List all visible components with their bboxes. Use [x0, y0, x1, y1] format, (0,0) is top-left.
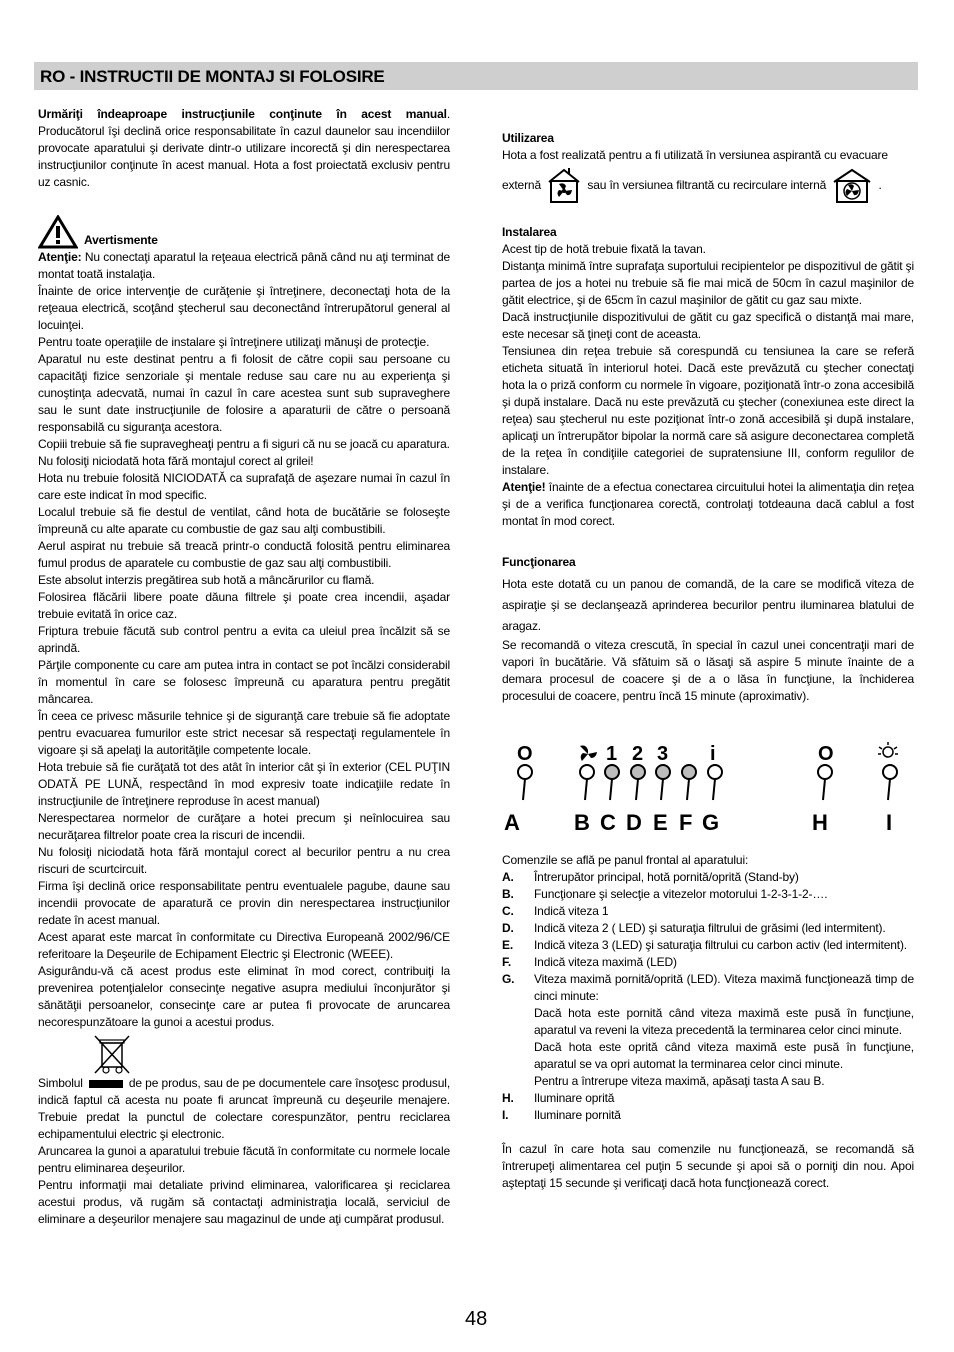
- command-key: C.: [502, 904, 514, 918]
- functionarea-p1: Hota este dotată cu un panou de comandă, de la care se modifică viteza de aspiraţie şi se declanşează aprinderea becurilor pentru iluminarea blatului de aragaz.: [502, 577, 914, 633]
- warning-paragraph: Este absolut interzis pregătirea sub hotă a mâncărurilor cu flamă.: [38, 573, 375, 587]
- button-g: [708, 765, 722, 800]
- symbol-speed-1: 1: [606, 743, 618, 765]
- warning-paragraph: Hota trebuie să fie curăţată tot des atât în interior cât şi în exterior (CEL PUŢIN ODATĂ PE LUNĂ, respectând în mod expresiv toate indicaţiile redate în instrucţiunile de întreţinere reproduse în acest manual): [38, 760, 450, 808]
- warning-paragraph: Asigurându-vă că acest produs este eliminat în mod corect, contribuiţi la prevenirea potenţialelor consecinţe negative asupra mediului înconjurător şi sănătăţii persoanelor, consecinţe care ar putea fi provocate de aruncarea necorespunzătoare la gunoi a acestui produs.: [38, 964, 450, 1029]
- warnings-title: Avertismente: [84, 233, 158, 247]
- command-key: [502, 1039, 534, 1073]
- commands-section: [502, 852, 914, 1192]
- warning-paragraph: Nu folosiţi niciodată hota fără montajul corect al becurilor pentru a nu crea riscuri de scurtcircuit.: [38, 845, 450, 876]
- command-key: H.: [502, 1091, 514, 1105]
- button-a: [518, 765, 532, 800]
- commands-footer: În cazul în care hota sau comenzile nu funcţionează, se recomandă să întrerupeţi alimentarea cel puţin 5 secunde şi apoi să o porniţi din nou. Apoi aşteptaţi 15 secunde şi verificaţi dacă hota funcţionează corect.: [502, 1142, 914, 1190]
- instalarea-paragraph: Dacă instrucţiunile dispozitivului de gătit cu gaz specifică o distanţă mai mare, este necesar să ţineţi cont de aceasta.: [502, 310, 914, 341]
- warning-paragraph: Aparatul nu este destinat pentru a fi folosit de către copii sau persoane cu capacităţi fizice senzoriale şi mentale reduse sau care nu au experienţa şi cunoştinţa adecvată, numai în cazul în care acestea sunt sub supraveghere sau le sunt date instrucţiunile de folosire a aparaturii de către o persoană responsabilă cu siguranţa acestora.: [38, 352, 450, 434]
- warning-paragraph: Copiii trebuie să fie supravegheaţi pentru a fi siguri că nu se joacă cu aparatura.: [38, 437, 450, 451]
- letter-a: A: [504, 810, 520, 835]
- atentie-label: Atenţie:: [38, 250, 82, 264]
- command-text: Iluminare pornită: [534, 1108, 621, 1122]
- command-item: [502, 1107, 914, 1124]
- intro-text: . Producătorul îşi declină orice responsabilitate în cazul daunelor sau incendiilor provocate aparatului şi derivate dintr-o utilizare incorectă şi din nerespectarea instrucţiunilor conţinute în acest manual. Hota a fost proiectată exclusiv pentru uz casnic.: [38, 107, 450, 189]
- symbol-post: de pe produs, sau de pe documentele care însoţesc produsul, indică faptul că acesta nu poate fi aruncat împreună cu deşeurile menajere. Trebuie predat la punctul de colectare corespunzător, pentru reciclarea echipamentului electric şi electronic.: [38, 1076, 450, 1141]
- command-item: [502, 1073, 914, 1090]
- letter-g: G: [702, 810, 720, 835]
- section-header: [34, 62, 918, 90]
- command-key: B.: [502, 887, 514, 901]
- warning-heading: [38, 213, 450, 249]
- letter-c: C: [600, 810, 616, 835]
- warning-paragraph: Nerespectarea normelor de curăţare a hotei precum şi neînlocuirea sau necurăţarea filtrelor poate crea la riscuri de incendii.: [38, 811, 450, 842]
- page-number: 48: [465, 1308, 488, 1330]
- warning-paragraph: Localul trebuie să fie destul de ventilat, când hota de bucătărie se foloseşte împreună cu alte aparate cu combustie de gaz sau alţi combustibili.: [38, 505, 450, 536]
- letter-f: F: [679, 810, 693, 835]
- command-text: Indică viteza 1: [534, 904, 609, 918]
- letter-b: B: [574, 810, 590, 835]
- instalarea-atentie: Atenţie! înainte de a efectua conectarea circuitului hotei la alimentaţia din reţea şi de a verifica funcţionarea corectă, controlaţi totdeauna dacă cablul a fost montat în mod corect.: [502, 480, 914, 528]
- command-key: E.: [502, 938, 514, 952]
- command-item: [502, 1039, 914, 1073]
- weee-icon-row: [38, 1031, 450, 1075]
- command-key: F.: [502, 955, 512, 969]
- command-text: Întrerupător principal, hotă pornită/oprită (Stand-by): [534, 870, 799, 884]
- letter-e: E: [653, 810, 668, 835]
- symbol-off: O: [517, 743, 533, 765]
- led-c: [605, 765, 619, 800]
- command-item: [502, 920, 914, 937]
- warning-paragraph: Hota nu trebuie folosită NICIODATĂ ca suprafaţă de aşezare numai în cazul în care este indicat în mod specific.: [38, 471, 450, 502]
- symbol-speed-2: 2: [632, 743, 644, 765]
- warning-paragraph: Părţile componente cu care am putea intra in contact se pot încălzi considerabil în momentul în care se folosesc împreună cu aparatura pentru pregătit mâncarea.: [38, 658, 450, 706]
- left-column: [38, 106, 450, 1228]
- after-paragraphs: [38, 1143, 450, 1228]
- control-panel-diagram: [500, 740, 920, 840]
- symbol-pre: Simbolul: [38, 1076, 83, 1090]
- warning-paragraph: Acest aparat este marcat în conformitate cu Directiva Europeană 2002/96/CE referitoare la Deşeurile de Echipament Electric şi Electronic (WEEE).: [38, 930, 450, 961]
- crossed-bin-icon: [92, 1033, 132, 1075]
- black-bar-symbol: [89, 1080, 123, 1088]
- instalarea-paragraph: Tensiunea din reţea trebuie să corespundă cu tensiunea la care se referă eticheta situată în interiorul hotei. Dacă este prevăzută cu ştecher conectaţi hota la o priză conform cu normele în vigoare, poziţionată într-o zona accesibilă şi după instalare. Dacă nu este prevăzută cu ştecher (conexiunea este direct la reţea) sau ştecherul nu este poziţionat într-o zonă accesibilă şi după instalare, aplicaţi un întrerupător bipolar la normă care să asigure deconectarea completă de la reţea în condiţiile categoriei de supratensiune III, conform regulilor de instalare.: [502, 344, 914, 477]
- instalarea-paragraphs: [502, 241, 914, 479]
- command-item: [502, 903, 914, 920]
- disposal-paragraph: Pentru informaţii mai detaliate privind eliminarea, valorificarea şi reciclarea acestui produs, vă rugăm să contactaţi administraţia locală, serviciul de eliminare a deşeurilor menajere sau magazinul de unde aţi cumpărat produsul.: [38, 1178, 450, 1226]
- filtranta-text: sau în versiunea filtrantă cu recirculare internă: [587, 178, 827, 193]
- command-text: Dacă hota este oprită când viteza maximă este pusă în funcţiune, aparatul se va opri automat la terminarea celor cinci minute.: [534, 1040, 914, 1071]
- intro-bold: Urmăriţi îndeaproape instrucţiunile conţinute în acest manual: [38, 107, 447, 121]
- led-f: [682, 765, 696, 800]
- letter-i: I: [886, 810, 893, 835]
- command-text: Funcţionare şi selecţie a vitezelor motorului 1-2-3-1-2-….: [534, 887, 828, 901]
- functionarea-title: Funcţionarea: [502, 555, 576, 569]
- externa-text: externă: [502, 178, 541, 193]
- page-title: RO - INSTRUCTII DE MONTAJ SI FOLOSIRE: [40, 67, 385, 86]
- disposal-paragraph: Aruncarea la gunoi a aparatului trebuie făcută în conformitate cu normele locale pentru eliminarea deşeurilor.: [38, 1144, 450, 1175]
- warning-paragraph: Aerul aspirat nu trebuie să treacă printr-o conductă folosită pentru eliminarea fumul produs de aparatele cu combustie de gaz sau alţi combustibili.: [38, 539, 450, 570]
- utilizarea-text: Hota a fost realizată pentru a fi utilizată în versiunea aspirantă cu evacuare: [502, 148, 888, 162]
- command-text: Indică viteza 3 (LED) şi saturaţia filtrului cu carbon activ (led intermitent).: [534, 938, 907, 952]
- command-text: Pentru a întrerupe viteza maximă, apăsaţi tasta A sau B.: [534, 1074, 825, 1088]
- command-text: Viteza maximă pornită/oprită (LED). Viteza maximă funcţionează timp de cinci minute:: [534, 972, 914, 1003]
- command-item: [502, 971, 914, 1005]
- command-key: [502, 1073, 534, 1090]
- warning-paragraph: Pentru toate operaţiile de instalare şi întreţinere utilizaţi mănuşi de protecţie.: [38, 335, 430, 349]
- warning-paragraph: Înainte de orice intervenţie de curăţenie şi întreţinere, deconectaţi hota de la reţeaua electrică, scoţând ştecherul sau deconectând întrerupătorul general al locuinţei.: [38, 284, 450, 332]
- utilizarea-icons-line: externă sau în versiunea filtrantă cu recirculare internă .: [502, 168, 914, 204]
- warning-paragraph: Folosirea flăcării libere poate dăuna filtrele şi poate crea incendii, aşadar trebuie evitată în orice caz.: [38, 590, 450, 621]
- utilizarea-title: Utilizarea: [502, 131, 554, 145]
- warning-paragraph: Firma îşi declină orice responsabilitate pentru eventualele pagube, daune sau incendii provocate de aparatură ce provin din nerespectarea instrucţiunilor redate în acest manual.: [38, 879, 450, 927]
- letter-d: D: [626, 810, 642, 835]
- command-item: [502, 1005, 914, 1039]
- external-exhaust-house-icon: [547, 168, 581, 204]
- button-i: [883, 765, 897, 800]
- recirculation-house-icon: [832, 168, 872, 204]
- command-item: [502, 886, 914, 903]
- symbol-light-off: O: [818, 743, 834, 765]
- instalarea-paragraph: Distanţa minimă între suprafaţa suportului recipientelor pe dispozitivul de gătit şi partea de jos a hotei nu trebuie să fie mai mică de 50cm în cazul maşinilor de gătit electrice, şi de 65cm în cazul maşinilor de gătit cu gaz sau mixte.: [502, 259, 914, 307]
- instalarea-paragraph: Acest tip de hotă trebuie fixată la tavan.: [502, 242, 706, 256]
- commands-list: [502, 869, 914, 1124]
- instalarea-title: Instalarea: [502, 225, 557, 239]
- functionarea-p2: Se recomandă o viteza crescută, în special în cazul unei concentraţii mari de vapori în bucătărie. Vă sfătuim să o lăsaţi să aspire 5 minute înainte de a demara procesul de coacere şi de a o lăsa în funcţiune, la închiderea procesului de coacere, pentru încă 15 minute (aproximativ).: [502, 638, 914, 703]
- commands-intro: Comenzile se află pe panul frontal al aparatului:: [502, 853, 749, 867]
- symbol-speed-3: 3: [657, 743, 669, 765]
- command-text: Iluminare oprită: [534, 1091, 615, 1105]
- intro-paragraph: [38, 106, 450, 191]
- command-key: I.: [502, 1108, 509, 1122]
- symbol-info: i: [710, 743, 716, 765]
- command-text: Indică viteza maximă (LED): [534, 955, 677, 969]
- letter-h: H: [812, 810, 828, 835]
- warning-paragraph: Friptura trebuie făcută sub control pentru a evita ca uleiul prea încălzit să se aprindă.: [38, 624, 450, 655]
- atentie-text: Nu conectaţi aparatul la reţeaua electrică până când nu aţi terminat de montat toată instalaţia.: [38, 250, 450, 281]
- command-item: [502, 869, 914, 886]
- command-item: [502, 954, 914, 971]
- command-item: [502, 1090, 914, 1107]
- symbol-paragraph: [38, 1075, 450, 1143]
- light-bulb-icon: [878, 742, 898, 757]
- command-item: [502, 937, 914, 954]
- right-column: [502, 130, 914, 705]
- warning-paragraph: În ceea ce privesc măsurile tehnice şi de siguranţă care trebuie să fie adoptate pentru evacuarea fumurilor este strict necesar să respectaţi regulamentele în vigoare şi să apelaţi la autorităţile competente locale.: [38, 709, 450, 757]
- led-d: [631, 765, 645, 800]
- button-b: [580, 765, 594, 800]
- atentie-paragraph: [38, 249, 450, 283]
- command-key: A.: [502, 870, 514, 884]
- command-text: Indică viteza 2 ( LED) şi saturaţia filtrului de grăsimi (led intermitent).: [534, 921, 886, 935]
- command-key: [502, 1005, 534, 1039]
- command-key: G.: [502, 972, 515, 986]
- warning-paragraphs: [38, 283, 450, 1031]
- command-text: Dacă hota este pornită când viteza maximă este pusă în funcţiune, aparatul va reveni la viteza precedentă la terminarea celor cinci minute.: [534, 1006, 914, 1037]
- warning-triangle-icon: [38, 215, 78, 249]
- fan-icon: [580, 746, 597, 762]
- warning-paragraph: Nu folosiţi niciodată hota fără montajul corect al grilei!: [38, 454, 314, 468]
- control-panel-svg: [500, 740, 920, 840]
- command-key: D.: [502, 921, 514, 935]
- led-e: [656, 765, 670, 800]
- button-h: [818, 765, 832, 800]
